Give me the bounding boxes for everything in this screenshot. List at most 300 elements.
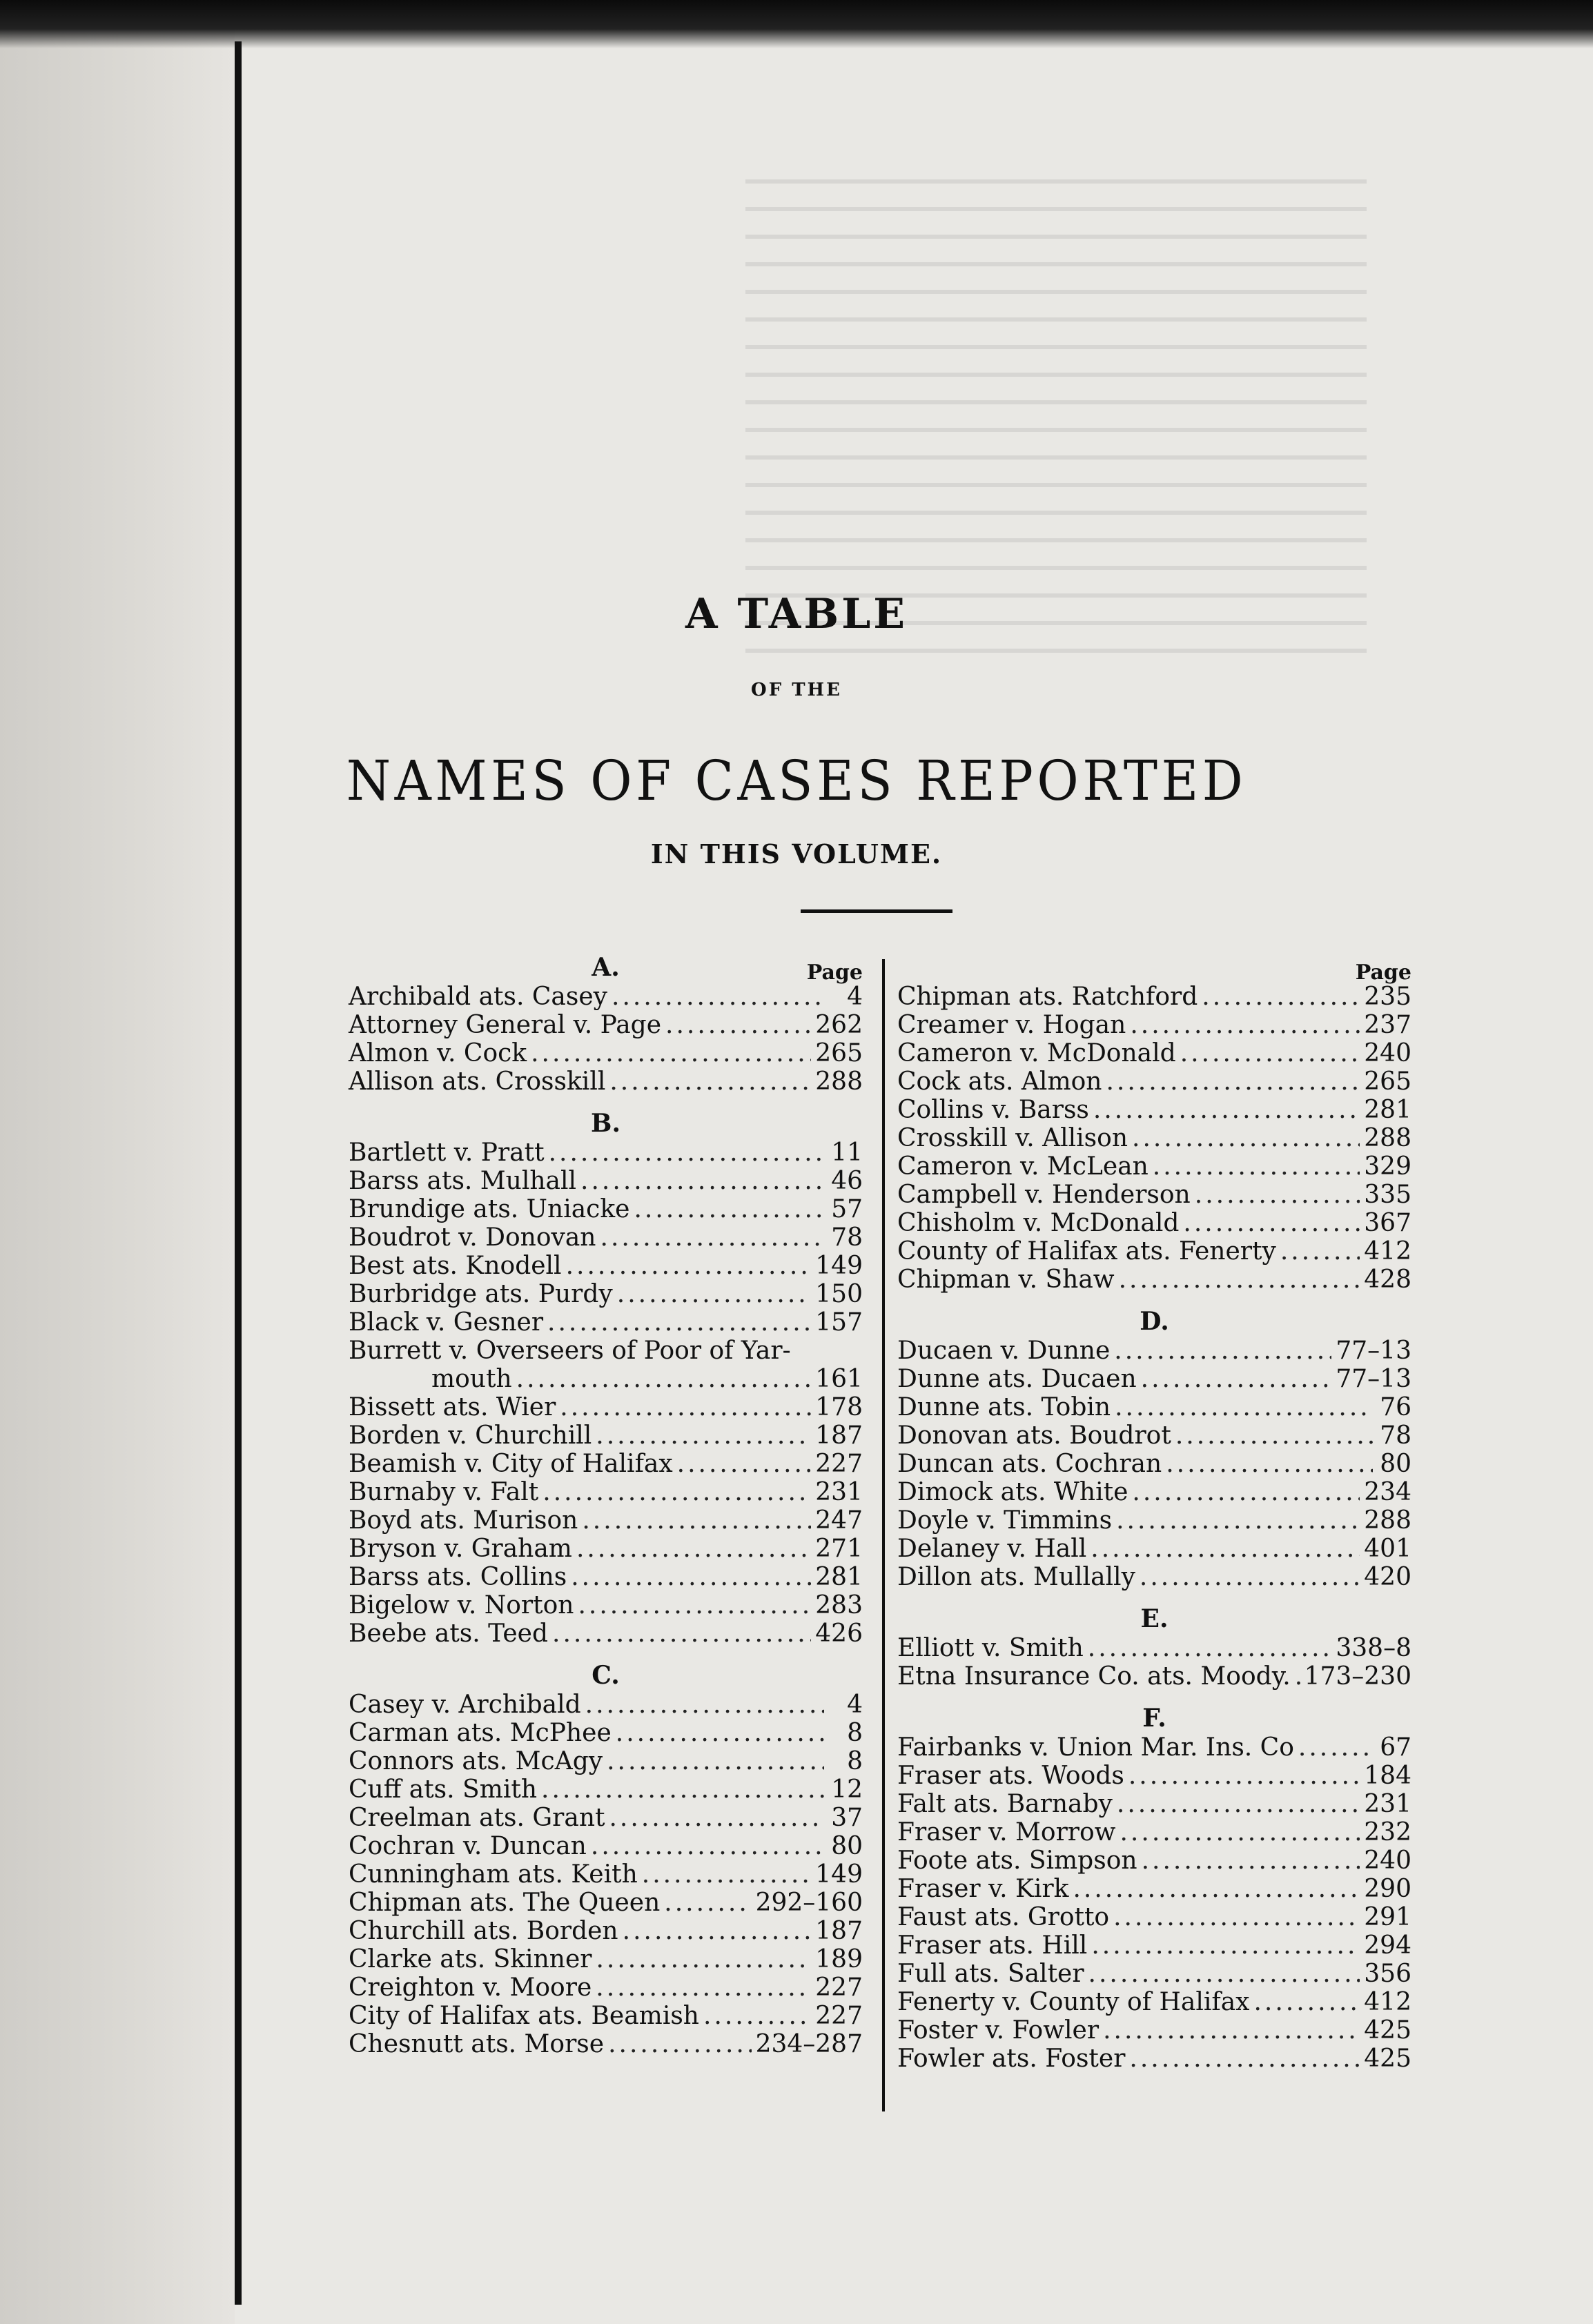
- section-letter-b: [349, 1108, 863, 1139]
- case-name: Fraser v. Morrow: [897, 1818, 1116, 1847]
- page-number: 367: [1364, 1209, 1411, 1237]
- table-row: [349, 1280, 863, 1308]
- leader-dots: [576, 1535, 811, 1563]
- case-name: Chipman ats. The Queen: [349, 1889, 661, 1917]
- leader-dots: [642, 1860, 812, 1889]
- title-of-the: OF THE: [751, 680, 842, 700]
- leader-dots: [1115, 1393, 1373, 1421]
- page-number: 184: [1364, 1762, 1411, 1790]
- case-name: Barss ats. Mulhall: [349, 1167, 577, 1195]
- page-number: 428: [1364, 1266, 1411, 1294]
- page-number: 247: [815, 1506, 863, 1535]
- leader-dots: [612, 983, 824, 1011]
- page-number: 149: [815, 1252, 863, 1280]
- case-name: Fraser v. Kirk: [897, 1875, 1069, 1903]
- table-row: [897, 1988, 1411, 2016]
- heading-rule: [801, 909, 952, 913]
- table-row: [349, 1167, 863, 1195]
- page-number: 281: [1364, 1096, 1411, 1124]
- table-row: [349, 1945, 863, 1973]
- book-spine-line: [235, 41, 242, 2305]
- page-number: 78: [831, 1223, 863, 1252]
- table-row: [897, 1535, 1411, 1563]
- table-row: [349, 1421, 863, 1450]
- page-number: 77–13: [1336, 1337, 1411, 1365]
- page-number: 412: [1364, 1237, 1411, 1266]
- page-number: 173–230: [1304, 1662, 1411, 1691]
- leader-dots: [1295, 1662, 1300, 1691]
- section-letter-text: D.: [1140, 1307, 1169, 1336]
- page-number: 288: [1364, 1124, 1411, 1152]
- table-row: [897, 1011, 1411, 1039]
- case-name: Dillon ats. Mullally: [897, 1563, 1135, 1591]
- section-c-entries: [349, 1691, 863, 2058]
- leader-dots: [609, 1067, 811, 1096]
- table-row: [897, 1096, 1411, 1124]
- page-number: 231: [815, 1478, 863, 1506]
- case-name: Fenerty v. County of Halifax: [897, 1988, 1250, 2016]
- page-number: 67: [1380, 1733, 1411, 1762]
- leader-dots: [543, 1478, 811, 1506]
- page-number: 78: [1380, 1421, 1411, 1450]
- page-number: 283: [815, 1591, 863, 1619]
- section-letter-a: [349, 952, 863, 983]
- leader-dots: [578, 1591, 811, 1619]
- leader-dots: [516, 1365, 812, 1393]
- table-row: [349, 1337, 863, 1365]
- case-name: Bissett ats. Wier: [349, 1393, 556, 1421]
- table-row: [897, 1365, 1411, 1393]
- page-column-label: Page: [806, 961, 863, 985]
- case-name: Chisholm v. McDonald: [897, 1209, 1180, 1237]
- page-number: 292–160: [755, 1889, 863, 1917]
- page-number: 401: [1364, 1535, 1411, 1563]
- page-number: 157: [815, 1308, 863, 1337]
- section-letter-text: E.: [1140, 1604, 1169, 1633]
- leader-dots: [609, 1804, 824, 1832]
- table-row: [349, 2030, 863, 2058]
- table-row: [897, 1181, 1411, 1209]
- case-name: Attorney General v. Page: [349, 1011, 662, 1039]
- table-row: [897, 2045, 1411, 2073]
- page-number: 227: [815, 1973, 863, 2002]
- page-number: 288: [815, 1067, 863, 1096]
- table-row: [897, 1790, 1411, 1818]
- table-row: [349, 1591, 863, 1619]
- table-row: [349, 1973, 863, 2002]
- leader-dots: [541, 1775, 824, 1804]
- page-number: 46: [831, 1167, 863, 1195]
- table-row: [349, 1506, 863, 1535]
- case-name: Clarke ats. Skinner: [349, 1945, 592, 1973]
- section-letter-d: [897, 1306, 1411, 1337]
- leader-dots: [1116, 1506, 1360, 1535]
- leader-dots: [1183, 1209, 1360, 1237]
- page-number: 178: [815, 1393, 863, 1421]
- page-number: 240: [1364, 1847, 1411, 1875]
- case-name: Allison ats. Crosskill: [349, 1067, 606, 1096]
- leader-dots: [1088, 1960, 1360, 1988]
- table-row: [897, 1421, 1411, 1450]
- leader-dots: [596, 1973, 811, 2002]
- case-name: Cochran v. Duncan: [349, 1832, 587, 1860]
- table-row: [897, 1124, 1411, 1152]
- table-row: [349, 1719, 863, 1747]
- show-through-text: [745, 179, 1367, 800]
- leader-dots: [580, 1167, 824, 1195]
- case-name: Fraser ats. Woods: [897, 1762, 1124, 1790]
- page-number: 265: [1364, 1067, 1411, 1096]
- page-number: 420: [1364, 1563, 1411, 1591]
- table-row: [349, 1747, 863, 1775]
- leader-dots: [1298, 1733, 1373, 1762]
- section-letter-c: [349, 1660, 863, 1691]
- leader-dots: [552, 1619, 811, 1648]
- case-name: Best ats. Knodell: [349, 1252, 562, 1280]
- leader-dots: [1132, 1124, 1360, 1152]
- page-number: 57: [831, 1195, 863, 1223]
- case-name: Burnaby v. Falt: [349, 1478, 539, 1506]
- case-name: Elliott v. Smith: [897, 1634, 1084, 1662]
- leader-dots: [623, 1917, 812, 1945]
- table-row: [349, 1308, 863, 1337]
- page-number: 187: [815, 1917, 863, 1945]
- page-number: 291: [1364, 1903, 1411, 1931]
- table-row: [897, 1847, 1411, 1875]
- table-row: [897, 1337, 1411, 1365]
- case-name: Churchill ats. Borden: [349, 1917, 618, 1945]
- page-number: 338–8: [1336, 1634, 1411, 1662]
- case-name: Falt ats. Barnaby: [897, 1790, 1113, 1818]
- leader-dots: [1153, 1152, 1360, 1181]
- case-name: Almon v. Cock: [349, 1039, 527, 1067]
- case-name: Beamish v. City of Halifax: [349, 1450, 673, 1478]
- case-name: Creamer v. Hogan: [897, 1011, 1126, 1039]
- case-name: Burrett v. Overseers of Poor of Yar-: [349, 1337, 791, 1365]
- page-number: 262: [815, 1011, 863, 1039]
- table-row: [349, 1535, 863, 1563]
- table-row: [897, 1762, 1411, 1790]
- table-row: [897, 1563, 1411, 1591]
- right-column: [897, 952, 1411, 2073]
- case-name: Cuff ats. Smith: [349, 1775, 538, 1804]
- left-column: [349, 952, 863, 2058]
- case-name: Cunningham ats. Keith: [349, 1860, 638, 1889]
- page-number: 265: [815, 1039, 863, 1067]
- page-number: 234: [1364, 1478, 1411, 1506]
- case-name: Black v. Gesner: [349, 1308, 544, 1337]
- case-name: Chipman ats. Ratchford: [897, 983, 1198, 1011]
- table-row: [897, 1152, 1411, 1181]
- case-name: Burbridge ats. Purdy: [349, 1280, 613, 1308]
- table-row: [349, 1478, 863, 1506]
- leader-dots: [608, 2030, 751, 2058]
- case-name: Ducaen v. Dunne: [897, 1337, 1111, 1365]
- leader-dots: [585, 1691, 824, 1719]
- case-name: Bryson v. Graham: [349, 1535, 572, 1563]
- table-row: [349, 1832, 863, 1860]
- case-name: Crosskill v. Allison: [897, 1124, 1128, 1152]
- leader-dots: [1166, 1450, 1373, 1478]
- page-number: 227: [815, 2002, 863, 2030]
- page-number: 232: [1364, 1818, 1411, 1847]
- section-e-entries: [897, 1634, 1411, 1691]
- leader-dots: [607, 1747, 824, 1775]
- table-row: [897, 1393, 1411, 1421]
- table-row: [897, 983, 1411, 1011]
- leader-dots: [1103, 2016, 1360, 2045]
- page-number: 76: [1380, 1393, 1411, 1421]
- leader-dots: [1195, 1181, 1360, 1209]
- section-c-continued-entries: [897, 983, 1411, 1294]
- page-subheading: IN THIS VOLUME.: [650, 838, 943, 869]
- table-row: [349, 2002, 863, 2030]
- section-letter-text: F.: [1142, 1704, 1166, 1733]
- section-letter-text: C.: [592, 1661, 620, 1690]
- page-number: 4: [847, 983, 863, 1011]
- page-number: 288: [1364, 1506, 1411, 1535]
- leader-dots: [1091, 1535, 1360, 1563]
- leader-dots: [1142, 1847, 1360, 1875]
- section-letter-text: B.: [591, 1109, 620, 1138]
- page-number: 80: [1380, 1450, 1411, 1478]
- case-name: Barss ats. Collins: [349, 1563, 567, 1591]
- leader-dots: [1141, 1365, 1332, 1393]
- column-divider: [882, 959, 885, 2111]
- case-name: Carman ats. McPhee: [349, 1719, 612, 1747]
- case-name: Bartlett v. Pratt: [349, 1139, 545, 1167]
- table-row: [897, 1931, 1411, 1960]
- case-name: Dunne ats. Ducaen: [897, 1365, 1137, 1393]
- table-row: [897, 1662, 1411, 1691]
- case-name: Connors ats. McAgy: [349, 1747, 603, 1775]
- right-page-header: [897, 952, 1411, 983]
- case-name: Brundige ats. Uniacke: [349, 1195, 630, 1223]
- case-name: Campbell v. Henderson: [897, 1181, 1191, 1209]
- table-row: [897, 2016, 1411, 2045]
- table-row: [349, 1450, 863, 1478]
- page-number: 356: [1364, 1960, 1411, 1988]
- case-name: Etna Insurance Co. ats. Moody.: [897, 1662, 1291, 1691]
- page-number: 161: [815, 1365, 863, 1393]
- leader-dots: [1106, 1067, 1360, 1096]
- case-name: Chesnutt ats. Morse: [349, 2030, 605, 2058]
- table-row: [349, 1804, 863, 1832]
- table-row: [897, 1903, 1411, 1931]
- leader-dots: [596, 1421, 811, 1450]
- case-name: Bigelow v. Norton: [349, 1591, 574, 1619]
- table-row: [897, 1209, 1411, 1237]
- case-name: Duncan ats. Cochran: [897, 1450, 1162, 1478]
- case-name: Fairbanks v. Union Mar. Ins. Co: [897, 1733, 1294, 1762]
- leader-dots: [571, 1563, 811, 1591]
- page-number: 12: [831, 1775, 863, 1804]
- case-name: Archibald ats. Casey: [349, 983, 607, 1011]
- leader-dots: [1073, 1875, 1360, 1903]
- page-number: 412: [1364, 1988, 1411, 2016]
- page-column-label: Page: [1355, 961, 1411, 985]
- leader-dots: [1180, 1039, 1360, 1067]
- table-row: [349, 1067, 863, 1096]
- case-name: Boudrot v. Donovan: [349, 1223, 596, 1252]
- leader-dots: [566, 1252, 812, 1280]
- table-row: [349, 983, 863, 1011]
- leader-dots: [665, 1011, 811, 1039]
- table-row: [349, 1563, 863, 1591]
- table-row: [349, 1917, 863, 1945]
- case-name: Foote ats. Simpson: [897, 1847, 1137, 1875]
- leader-dots: [677, 1450, 812, 1478]
- page-number: 231: [1364, 1790, 1411, 1818]
- table-row: [349, 1691, 863, 1719]
- table-row: [349, 1365, 863, 1393]
- table-row: [349, 1223, 863, 1252]
- case-name: Foster v. Fowler: [897, 2016, 1100, 2045]
- case-name: mouth: [431, 1365, 512, 1393]
- page-number: 237: [1364, 1011, 1411, 1039]
- page-number: 11: [831, 1139, 863, 1167]
- case-name: Cameron v. McLean: [897, 1152, 1149, 1181]
- leader-dots: [703, 2002, 811, 2030]
- page-title: A TABLE: [685, 590, 908, 638]
- case-name: County of Halifax ats. Fenerty: [897, 1237, 1276, 1266]
- table-row: [897, 1733, 1411, 1762]
- leader-dots: [1280, 1237, 1360, 1266]
- page-number: 8: [847, 1719, 863, 1747]
- section-f-entries: [897, 1733, 1411, 2073]
- leader-dots: [1132, 1478, 1360, 1506]
- table-row: [897, 1067, 1411, 1096]
- case-name: Delaney v. Hall: [897, 1535, 1087, 1563]
- case-name: Cock ats. Almon: [897, 1067, 1102, 1096]
- case-name: Full ats. Salter: [897, 1960, 1084, 1988]
- section-letter-e: [897, 1604, 1411, 1634]
- case-name: Dimock ats. White: [897, 1478, 1128, 1506]
- section-d-entries: [897, 1337, 1411, 1591]
- leader-dots: [549, 1139, 824, 1167]
- leader-dots: [591, 1832, 824, 1860]
- table-row: [349, 1011, 863, 1039]
- page-number: 426: [815, 1619, 863, 1648]
- section-letter-f: [897, 1703, 1411, 1733]
- leader-dots: [1088, 1634, 1332, 1662]
- table-row: [349, 1619, 863, 1648]
- leader-dots: [531, 1039, 811, 1067]
- leader-dots: [1120, 1818, 1360, 1847]
- leader-dots: [1140, 1563, 1360, 1591]
- table-row: [897, 1039, 1411, 1067]
- case-name: Fowler ats. Foster: [897, 2045, 1126, 2073]
- table-row: [349, 1889, 863, 1917]
- table-row: [897, 1818, 1411, 1847]
- leader-dots: [1119, 1266, 1360, 1294]
- leader-dots: [1113, 1903, 1360, 1931]
- page-number: 150: [815, 1280, 863, 1308]
- page-number: 37: [831, 1804, 863, 1832]
- case-name: City of Halifax ats. Beamish: [349, 2002, 699, 2030]
- case-name: Collins v. Barss: [897, 1096, 1089, 1124]
- case-name: Creighton v. Moore: [349, 1973, 592, 2002]
- table-row: [349, 1860, 863, 1889]
- table-row: [349, 1775, 863, 1804]
- leader-dots: [1253, 1988, 1360, 2016]
- table-row: [349, 1252, 863, 1280]
- leader-dots: [1117, 1790, 1360, 1818]
- section-a-entries: [349, 983, 863, 1096]
- leader-dots: [582, 1506, 811, 1535]
- page-number: 149: [815, 1860, 863, 1889]
- case-name: Doyle v. Timmins: [897, 1506, 1113, 1535]
- case-name: Fraser ats. Hill: [897, 1931, 1088, 1960]
- leader-dots: [1202, 983, 1360, 1011]
- leader-dots: [617, 1280, 812, 1308]
- case-name: Boyd ats. Murison: [349, 1506, 578, 1535]
- page-number: 234–287: [755, 2030, 863, 2058]
- page-number: 425: [1364, 2016, 1411, 2045]
- page-heading: NAMES OF CASES REPORTED: [346, 749, 1247, 813]
- leader-dots: [1129, 2045, 1360, 2073]
- leader-dots: [1175, 1421, 1373, 1450]
- table-row: [897, 1266, 1411, 1294]
- page-number: 189: [815, 1945, 863, 1973]
- page-number: 187: [815, 1421, 863, 1450]
- leader-dots: [547, 1308, 811, 1337]
- leader-dots: [634, 1195, 824, 1223]
- leader-dots: [596, 1945, 811, 1973]
- case-name: Casey v. Archibald: [349, 1691, 581, 1719]
- scanned-page-edge: [0, 0, 235, 2324]
- case-name: Beebe ats. Teed: [349, 1619, 549, 1648]
- section-letter-text: A.: [592, 953, 620, 982]
- case-name: Creelman ats. Grant: [349, 1804, 605, 1832]
- page-number: 294: [1364, 1931, 1411, 1960]
- page-number: 425: [1364, 2045, 1411, 2073]
- table-row: [349, 1039, 863, 1067]
- case-name: Cameron v. McDonald: [897, 1039, 1176, 1067]
- table-row: [349, 1139, 863, 1167]
- page-number: 4: [847, 1691, 863, 1719]
- page-number: 281: [815, 1563, 863, 1591]
- page-number: 235: [1364, 983, 1411, 1011]
- case-name: Donovan ats. Boudrot: [897, 1421, 1171, 1450]
- page-number: 77–13: [1336, 1365, 1411, 1393]
- table-row: [897, 1237, 1411, 1266]
- table-row: [897, 1506, 1411, 1535]
- table-row: [897, 1478, 1411, 1506]
- leader-dots: [1114, 1337, 1331, 1365]
- leader-dots: [560, 1393, 811, 1421]
- leader-dots: [664, 1889, 751, 1917]
- leader-dots: [1093, 1096, 1360, 1124]
- leader-dots: [1128, 1762, 1360, 1790]
- case-name: Dunne ats. Tobin: [897, 1393, 1111, 1421]
- table-row: [349, 1393, 863, 1421]
- table-row: [897, 1875, 1411, 1903]
- table-row: [349, 1195, 863, 1223]
- page-number: 335: [1364, 1181, 1411, 1209]
- page-number: 271: [815, 1535, 863, 1563]
- leader-dots: [1091, 1931, 1360, 1960]
- section-b-entries: [349, 1139, 863, 1648]
- page-number: 329: [1364, 1152, 1411, 1181]
- table-row: [897, 1634, 1411, 1662]
- page-number: 227: [815, 1450, 863, 1478]
- case-name: Chipman v. Shaw: [897, 1266, 1115, 1294]
- leader-dots: [1130, 1011, 1360, 1039]
- leader-dots: [600, 1223, 825, 1252]
- case-name: Borden v. Churchill: [349, 1421, 592, 1450]
- page-number: 290: [1364, 1875, 1411, 1903]
